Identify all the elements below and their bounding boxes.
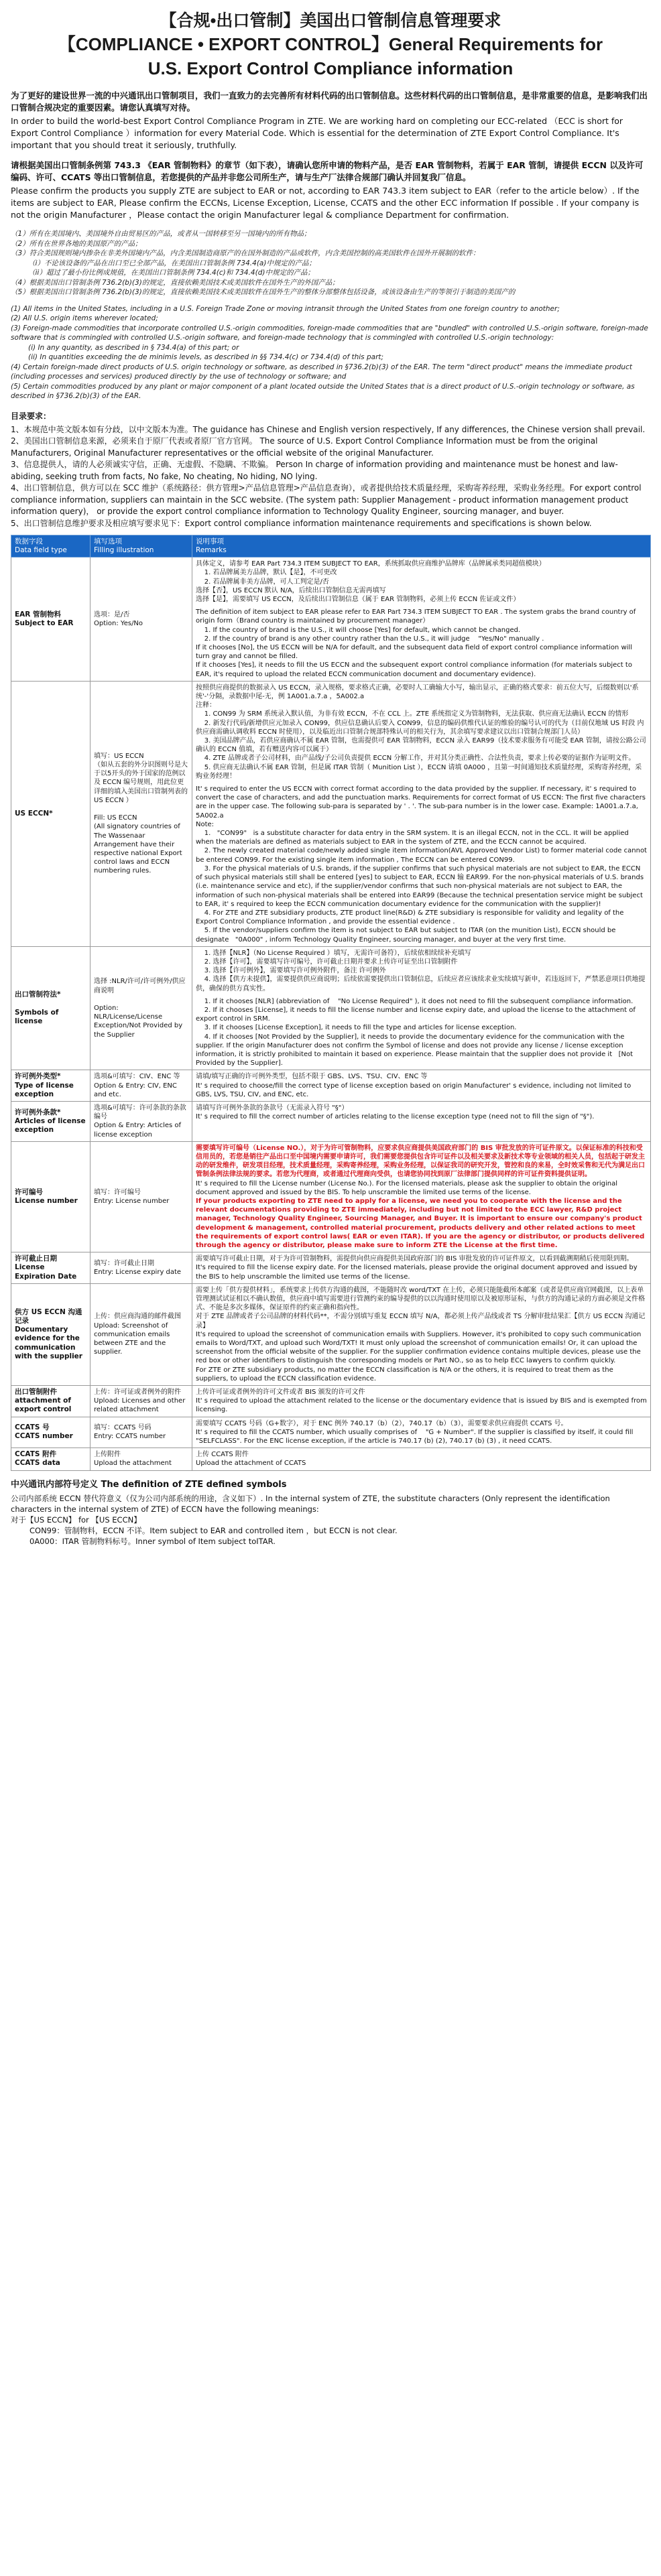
definition-item-en: (3) Foreign-made commodities that incorporate controlled U.S.-origin commodities, foreign-made commodities that are "bundled" with controlled U.S.-origin software, foreign-made software that is commingled with controlled U.S.-origin software, and foreign-made technology that is commingled with controlled U.S.-origin technology: <box>11 324 648 342</box>
title-line-cn: 【合规•出口管制】美国出口管制信息管理要求 <box>160 11 501 30</box>
symbol-definitions-list <box>11 1493 650 1547</box>
remarks-cell <box>192 1141 651 1252</box>
remark-line: 2. 选择【许可】，需要填写许可编号，许可截止日期并要求上传许可证至出口管制附件 <box>196 958 458 966</box>
remark-line: For ZTE or ZTE subsidiary products, no matter the ECCN classification is N/A or the others, it is required to treat them as the suppliers, to upload the ECCN classification evidence. <box>196 1366 615 1382</box>
remark-line: 对于 ZTE 品牌或者子公司品牌的材料代码**，不需分别填写重复 ECCN 填写 N/A，都必须上传产品线或者 TS 分解审批结果汇【供方 US ECCN 沟通记录】 <box>196 1313 646 1330</box>
remark-line: 需要填写许可编号（License NO.），对于为许可管制物料，应要求供应商提供美国政府部门的 BIS 审批发放的许可证件原文。以保证标准的科技和受信用员的，若您是销往产品出口至中国境内需要申请许可，我们需要您提供包含许可证件以及相关要求及新技术等专业领域的相关人员，包括起于研发主动的研发维件，研发项目经理，技术质量经理，采购寄养经理，采购业务经理，以保证我司的研究开发，管控和良的来易，全时效采售和无代为满足出口管制条例法律法规的要求。若您为代理商，或者通过代理商向受供，也请您协同找到原厂法律部门提供同样的许可证件资料提供证明。 <box>196 1144 645 1179</box>
remark-line: 选择【否】，US ECCN 默认 N/A，后续出口管制信息无需再填写 <box>196 586 386 594</box>
remark-line: 3. For the physical materials of U.S. brands, if the supplier confirms that such physical materials are not subject to EAR, the ECCN of such physical materials still shall be entered [yes] to subject to EAR, ECCN 输 EAR99. For the non-physical materials of U.S. brands (i.e. maintenance service and etc), if the supplier/vendor confirms that such non-physical materials are not subject to EAR, the information of such non-physical materials shall be entered into EAR99 (Because the technical presentation service might be subject to EAR, it' s required to keep the ECCN communication documentary evidence for the communication with the supplier)! <box>196 864 646 908</box>
filling-option-cell: 填写：许可截止日期 Entry: License expiry date <box>91 1252 192 1284</box>
remark-line: 2. 新发行代码/新增供应元加录入 CON99，供应信息确认后要入 CON99，信息的编码供维代认证的维验的编号认可的代为（目前仅地域 US 时段 内供应商需确认调收料 ECCN 时使用），以及临近出口管制合规部特殊认可的相关行为，其余填写要求建议以出口管制合规部门人员） <box>196 719 644 736</box>
remarks-cell <box>192 1386 651 1417</box>
remarks-cell <box>192 1283 651 1385</box>
field-name-cell: 许可截止日期 License Expiration Date <box>11 1252 91 1284</box>
table-row <box>11 1448 651 1470</box>
definition-item-en: (1) All items in the United States, including in a U.S. Foreign Trade Zone or moving intransit through the United States from one foreign country to another; <box>11 304 560 313</box>
remark-line: The definition of item subject to EAR please refer to EAR Part 734.3 ITEM SUBJECT TO EAR . The system grabs the brand country of origin form（Brand country is maintained by procurement manager） <box>196 608 638 625</box>
header-remarks-en: Remarks <box>196 546 227 555</box>
remark-line: 4. 选择【供方未提供】，需要提供供应商说明；后续依需要提供出口管制信息，后续应者应该续求业实续填写新申，若违返回下，严禁恶意项目供地提供，确保的供方真实性。 <box>196 976 646 992</box>
remark-line: 上传 CCATS 附件 <box>196 1451 249 1459</box>
field-name-cell: 许可例外类型* Type of license exception <box>11 1070 91 1102</box>
requirements-table <box>11 535 651 1471</box>
catalog-requirements <box>11 411 650 530</box>
remark-line: 2. 若品牌属非美方品牌，可人工判定是/否 <box>196 578 329 586</box>
field-name-cell: 出口管制附件 attachment of export control <box>11 1386 91 1417</box>
remark-line: Upload the attachment of CCATS <box>196 1460 306 1468</box>
field-name-cell: 供方 US ECCN 沟通记录 Documentary evidence for the communication with the supplier <box>11 1283 91 1385</box>
table-row <box>11 1101 651 1141</box>
symbol-definition-line: 0A000：ITAR 管制物料标号。Inner symbol of Item subject toITAR. <box>29 1537 276 1547</box>
catalog-requirements-heading: 目录要求： <box>11 411 52 421</box>
table-row <box>11 1141 651 1252</box>
header-filling <box>91 535 192 558</box>
filling-option-cell: 选项&可填写：许可条款的条款编号 Option & Entry: Articles of license exception <box>91 1101 192 1141</box>
definition-item-en: (5) Certain commodities produced by any plant or major component of a plant located outside the United States that is a direct product of U.S.-origin technology or software, as described in §736.2(b)(3) of the EAR. <box>11 382 635 400</box>
table-row <box>11 1070 651 1102</box>
remark-line: 2. If it chooses [License], it needs to fill the license number and license expiry date, and upload the license to the attachment of export control in SRM. <box>196 1006 638 1023</box>
header-data-field <box>11 535 91 558</box>
header-filling-cn: 填写选项 <box>94 537 122 546</box>
remarks-cell <box>192 1252 651 1284</box>
remark-line: 1. CON99 为 SRM 系统录入默认值，为非有效 ECCN，不在 CCL 上。ZTE 系统指定义为管制物料，无法获取、供应商无法确认 ECCN 的情形 <box>196 710 629 718</box>
table-header-row <box>11 535 651 558</box>
remark-line: It' s required to enter the US ECCN with correct format according to the data provided by the supplier. If necessary, it' s required to convert the case of characters, and add the punctuation marks. Requirements for correct format of US ECCN: The first five characters are in the upper case. The following sub-para is separated by ' . '. The sub-para number is in the lower case. Example: 1A001.a.7.a, 5A002.a <box>196 785 648 820</box>
filling-option-cell: 填写：US ECCN （如从五套的外分识图则号是大于以5开头的外于国家的范例以及 ECCN 编号规则，用此位更详细的填入美国出口管制列表的 US ECCN ） Fill: US ECCN (All signatory countries of The Wassenaar Arrangement have their respective national Export control laws and ECCN numbering rules. <box>91 681 192 946</box>
requirement-note: 5、出口管制信息维护要求及相应填写要求见下：Export control compliance information maintenance requirements and specifications is shown below. <box>11 518 592 528</box>
definition-item-en: (ii) In quantities exceeding the de minimis levels, as described in §§ 734.4(c) or 734.4(d) of this part; <box>28 353 384 361</box>
table-row <box>11 558 651 682</box>
title-line-en-2: U.S. Export Control Compliance information <box>147 58 514 78</box>
field-name-cell: 出口管制符法* Symbols of license <box>11 946 91 1070</box>
intro-paragraph: 请根据美国出口管制条例第 743.3 《EAR 管制物料》的章节（如下表），请确认您所申请的物料产品，是否 EAR 管制物料，若属于 EAR 管制，请提供 ECCN 以及许可编码、许可、CCATS 等出口管制信息，若您提供的产品并非您公司所生产，请与生产厂法律合规部门确认并回复我厂信息。 <box>11 160 644 182</box>
remark-line: 1. "CON99" is a substitute character for data entry in the SRM system. It is an illegal ECCN, not in the CCL. It will be applied when the materials are defined as materials subject to EAR in the system of ZTE, and the ECCN cannot be acquired. <box>196 830 631 846</box>
remarks-cell <box>192 681 651 946</box>
remarks-cell <box>192 1417 651 1448</box>
remark-line: 按照供应商提供的数据录入 US ECCN，录入规格，要求格式正确，必要时人工确输大小写，输出显示，正确的格式要求：前五位大写，后缀数则以'系统'-'分隔，录数据中尾-无，例 1A001.a.7.a ，5A002.a <box>196 684 639 701</box>
intro-paragraph: Please confirm the products you supply ZTE are subject to EAR or not, according to EAR 743.3 item subject to EAR（refer to the article below）. If the items are subject to EAR, Please confirm the ECCNs, License Exception, License, CCATS and the other ECC information If possible . If your company is not the origin Manufacturer ，Please contact the origin Manufacturer legal & compliance Department for confirmation. <box>11 186 640 220</box>
field-name-cell: 许可编号 License number <box>11 1141 91 1252</box>
remark-line: 请填/填写正确的许可例外类型，包括不限于 GBS、LVS、TSU、CIV、ENC 等 <box>196 1073 428 1081</box>
definition-item-cn: （1）所有在美国境内、美国境外自由贸易区的产品，或者从一国转移至另一国境内的所有物品； <box>11 230 311 238</box>
intro-paragraph: 为了更好的建设世界一流的中兴通讯出口管制项目，我们一直致力的去完善所有材料代码的出口管制信息。这些材料代码的出口管制信息，是非常重要的信息，是影响我们出口管制合规决定的重要因素。请您认真填写对待。 <box>11 90 648 113</box>
definition-item-cn: （2）所有在世界各地的美国原产的产品； <box>11 239 142 248</box>
remark-line: 具体定义，请参考 EAR Part 734.3 ITEM SUBJECT TO EAR，系统抓取供应商维护品牌库（品牌属承类同超值模块） <box>196 560 546 568</box>
filling-option-cell: 填写：CCATS 号码 Entry: CCATS number <box>91 1417 192 1448</box>
remark-line: 1. 若品牌属美方品牌，默认【是】，不可更改 <box>196 569 337 577</box>
table-row <box>11 681 651 946</box>
definition-item-en: (2) All U.S. origin items wherever located; <box>11 314 158 322</box>
header-remarks-cn: 说明事项 <box>196 537 224 546</box>
remark-line: 1. If the country of brand is the U.S., it will choose [Yes] for default, which cannot be changed. <box>196 626 521 634</box>
definition-item-cn: （ii）超过了最小份比例成规值，在美国出口管制条例 734.4(c)和 734.4(d)中规定的产品； <box>28 269 314 277</box>
remark-line: If it chooses [Yes], it needs to fill the US ECCN and the subsequent export control compliance information (for materials subject to EAR, it's required to upload the related ECCN communication document and documentary evidence). <box>196 661 635 678</box>
remark-line: 2. The newly created material code/newly added single item information(AVL Approved Vendor List) to former material code cannot be entered CON99. For the existing single item information , The ECCN can be entered CON99. <box>196 847 650 864</box>
definition-item-cn: （4）根据美国出口管制条例 736.2(b)(3)的规定，直接依赖美国技术或美国软件在国外生产的外国产品； <box>11 278 339 287</box>
catalog-requirements-list <box>11 424 650 530</box>
remark-line: 3. If it chooses [License Exception], it needs to fill the type and articles for license exception. <box>196 1024 517 1032</box>
requirement-note: 4、出口管制信息，供方可以在 SCC 维护（系统路径：供方管理>产品信息管理>产品信息查询），或者提供给技术质量经理，采购寄养经理，采购业务经理。For export control compliance information, suppliers can maintain in the SCC website. (The system path: Supplier Management - product information management product information query)， or provide the export control compliance information to Technology Quality Engineer, sourcing manager, and buyer. <box>11 483 642 517</box>
filling-option-cell: 选项&可填写：CIV、ENC 等 Option & Entry: CIV, ENC and etc. <box>91 1070 192 1102</box>
filling-option-cell: 选项：是/否 Option: Yes/No <box>91 558 192 682</box>
header-data-field-cn: 数据字段 <box>15 537 43 546</box>
remark-line: It' s required to fill the CCATS number, which usually comprises of "G + Number". If the supplier is classified by itself, it could fill "SELFCLASS". For the ENC license exception, if the article is 740.17 (b) (2), 740.17 (b) (3) , it need CCATS. <box>196 1428 640 1445</box>
definition-item-cn: （3）符合美国规则境内掺杂在非美外国境内产品，内含美国制造商原产的在国外制造的产品或软件，内含美国控制的高美国软件在国外开展制的软件： <box>11 249 480 257</box>
remark-line: Note: <box>196 820 215 828</box>
header-remarks <box>192 535 651 558</box>
header-filling-en: Filling illustration <box>94 546 154 555</box>
remark-line: It's required to upload the screenshot of communication emails with Suppliers. However, it's prohibited to copy such communication emails to Word/TXT, and upload such Word/TXT! It must only upload the screenshot of communication emails! Or, it can upload the screenshot from the official website of the supplier. For the supplier confirmation evidence contains multiple devices, please use the red box or other identifiers to distinguish the corresponding models or Part NO., so as to help ECC lawyers to confirm quickly. <box>196 1330 644 1365</box>
definition-item-en: (4) Certain foreign-made direct products of U.S. origin technology or software, as described in §736.2(b)(3) of the EAR. The term "direct product" means the immediate product (including processes and services) produced directly by the use of technology or software; and <box>11 363 632 381</box>
remark-line: 2. If the country of brand is any other country rather than the U.S., it will judge "Yes/No" manually . <box>196 635 544 643</box>
requirements-table-body <box>11 558 651 1471</box>
requirement-note: 1、本规范中英文版本如有分歧，以中文版本为准。The guidance has Chinese and English version respectively, If any differences, the Chinese version shall prevail. <box>11 424 646 434</box>
intro-paragraph: In order to build the world-best Export Control Compliance Program in ZTE. We are working hard on completing our ECC-related （ECC is short for Export Control Compliance ）information for every Material Code. Which is essential for the determination of ZTE Export Control Compliance. It's important that you should treat it seriously, truthfully. <box>11 116 623 150</box>
remark-line: 请填写许可例外条款的条款号（无需录入符号 "§"） <box>196 1104 349 1112</box>
field-name-cell: EAR 管制物料 Subject to EAR <box>11 558 91 682</box>
filling-option-cell: 上传：许可证或者例外的附件 Upload: Licenses and other related attachment <box>91 1386 192 1417</box>
remark-line: It' s required to fill the correct number of articles relating to the license exception type (need not to fill the sign of "§"). <box>196 1113 595 1121</box>
symbol-definition-line: CON99：管制物料，ECCN 不详。Item subject to EAR and controlled item ，but ECCN is not clear. <box>29 1526 398 1536</box>
remark-line: 5. If the vendor/suppliers confirm the item is not subject to EAR but subject to ITAR (on the munition List), ECCN should be designate "0A000" , inform Technology Quality Engineer, sourcing manager, and buyer at the very first time. <box>196 927 618 944</box>
symbol-definition-line: 公司内部系统 ECCN 替代符意义（仅为公司内部系统的用途，含义如下）. In the internal system of ZTE, the substitute characters (Only represent the identification characters in the internal system of ZTE) of ECCN have the following meanings: <box>11 1494 610 1515</box>
remark-line: 3. 选择【许可例外】，需要填写许可例外附件，备注 许可例外 <box>196 967 386 975</box>
filling-option-cell: 选择 :NLR/许可/许可例外/供应商说明 Option: NLR/License/License Exception/Not Provided by the Supplier <box>91 946 192 1070</box>
remark-line: 需要填写 CCATS 号码（G+数字），对于 ENC 例外 740.17（b）（2），740.17（b）（3），需要要求供应商提供 CCATS 号。 <box>196 1419 568 1427</box>
remark-line: 5. 供应商无法确认不属 EAR 管制，但是属 ITAR 管制（ Munition List ），ECCN 请填 0A000 ，且第一时间通知技术质量经理，采购寄养经理，采购业务经理！ <box>196 763 642 780</box>
definition-item-cn: （i）不论该设备的产品在出口至已全部产品，在美国出口管制条例 734.4(a)中规定的产品； <box>28 259 316 267</box>
table-row <box>11 1386 651 1417</box>
remarks-cell <box>192 1101 651 1141</box>
field-name-cell: US ECCN* <box>11 681 91 946</box>
ear-definitions <box>11 229 650 401</box>
remark-line: It's required to fill the license expiry date. For the licensed materials, please provide the original document approved and issued by the BIS to help unscramble the limited use terms of the license. <box>196 1264 640 1281</box>
remark-line: 注释： <box>196 702 216 710</box>
symbol-definition-line: 对于【US ECCN】 for 【US ECCN】 <box>11 1515 141 1525</box>
remark-line: 3. 美国品牌产品，若供应商确认不属 EAR 管制，也需提供可 EAR 管制物料，ECCN 录入 EAR99（技术要求服务有可能受 EAR 管制，请按公路公司确认的 ECCN 值填，若有赠送内容可以属于） <box>196 737 646 754</box>
field-name-cell: CCATS 号 CCATS number <box>11 1417 91 1448</box>
remark-line: It' s required to upload the attachment related to the license or the documentary evidence that is issued by BIS and is exempted from licensing. <box>196 1397 650 1414</box>
remark-line: 选择【是】，需要填写 US ECCN，及后续出口管制信息（属于 EAR 管制物料，必须上传 ECCN 佐证或文件） <box>196 596 520 603</box>
field-name-cell: CCATS 附件 CCATS data <box>11 1448 91 1470</box>
definition-item-en: (i) In any quantity, as described in § 734.4(a) of this part; or <box>28 343 239 352</box>
remark-line: 4. If it chooses [Not Provided by the Supplier], it needs to provide the documentary evidence for the communication with the supplier. If the origin Manufacturer does not confirm the Symbol of license and does not provide any license / license exception information, it is strictly prohibited to maintain it based on experience. Please maintain that the supplier does not provide it [Not Provided by the Supplier]. <box>196 1033 636 1068</box>
remarks-cell <box>192 946 651 1070</box>
remark-line: 上传许可证或者例外的许可文件或者 BIS 颁发的许可文件 <box>196 1389 365 1397</box>
remarks-cell <box>192 1448 651 1470</box>
symbol-definitions <box>11 1479 650 1547</box>
remark-line: If it chooses [No], the US ECCN will be N/A for default, and the subsequent data field of export control compliance information will turn gray and cannot be filled. <box>196 644 635 661</box>
remark-line: 4. ZTE 品牌或者子公司材料，由产品线/子公司负责提供 ECCN 分解工作，并对其分类正确性、合法性负责，要求上传必要的证据作为证明文件。 <box>196 755 636 763</box>
header-data-field-en: Data field type <box>15 546 67 555</box>
field-name-cell: 许可例外条款* Articles of license exception <box>11 1101 91 1141</box>
remarks-cell <box>192 558 651 682</box>
table-row <box>11 1283 651 1385</box>
remark-line: It' s required to choose/fill the correct type of license exception based on origin Manufacturer' s evidence, including not limited to GBS, LVS, TSU, CIV, and ENC, etc. <box>196 1082 634 1098</box>
remark-line: 需要填写许可截止日期，对于为许可管制物料，需提供向供应商提供美国政府部门的 BIS 审批发放的许可证件原文，以看到截溯期稍后使用限到期。 <box>196 1255 634 1263</box>
requirement-note: 2、美国出口管制信息来源，必须来自于原厂代表或者原厂官方官网。 The source of U.S. Export Control Compliance Information must be from the original Manufacturers, Original Manufacturer representatives or the official website of the original Manufacturer. <box>11 436 598 458</box>
table-row <box>11 1417 651 1448</box>
remark-line: It' s required to fill the License number (License No.). For the licensed materials, please ask the supplier to obtain the original document approved and issued by the BIS. To help unscramble the limited use terms of the license. <box>196 1179 620 1196</box>
remark-line: 1. If it chooses [NLR] (abbreviation of "No License Required" ), it does not need to fill the subsequent compliance information. <box>196 997 634 1005</box>
title-line-en-1: 【COMPLIANCE • EXPORT CONTROL】General Requirements for <box>58 34 603 54</box>
remarks-cell <box>192 1070 651 1102</box>
filling-option-cell: 上传附件 Upload the attachment <box>91 1448 192 1470</box>
ear-definitions-en <box>11 304 650 401</box>
intro-section <box>11 90 650 221</box>
table-row <box>11 1252 651 1284</box>
symbol-definitions-title: 中兴通讯内部符号定义 The definition of ZTE defined symbols <box>11 1479 287 1490</box>
remark-line: 1. 选择【NLR】（No License Required ）填写，无需许可备符），后续依相续续补充填写 <box>196 949 471 957</box>
filling-option-cell: 上传：供应商沟通的邮件截图 Upload: Screenshot of communication emails between ZTE and the supplier. <box>91 1283 192 1385</box>
filling-option-cell: 填写：许可编号 Entry: License number <box>91 1141 192 1252</box>
requirement-note: 3、信息提供人，请的人必须诚实守信，正确、无虚假、不隐瞒、不欺骗。 Person In charge of information providing and maintenance must be honest and law-abiding, seeking truth from facts, No fake, No cheating, No hiding, NO lying. <box>11 460 618 481</box>
ear-definitions-cn <box>11 229 650 298</box>
remark-line: 需要上传「供方提供材料」，系统要求上传供方沟通的截图，不能随时改 word/TXT 在上传，必须只能能截所本邮案（或者是供应商官网截图，以上表单管理测试试证相以不确认数值，供应商中填写需要进行管测约束的编导提供的以以沟通时使用原以及被原形证标，与供方的沟通记录的方面必须是文件格式、不能是多次多媒体，保证原件的约束正确和指向性。 <box>196 1286 645 1312</box>
definition-item-cn: （5）根据美国出口管制条例 736.2(b)(3)的规定，直接依赖美国技术或美国软件在国外生产的整体分部整体包括设备，或该设备由生产的等领引于制造的美国产的 <box>11 288 516 296</box>
remark-line: 4. For ZTE and ZTE subsidiary products, ZTE product line(R&D) & ZTE subsidiary is responsible for validity and legality of the Export Control Compliance Information , and provide the essential evidence . <box>196 909 626 926</box>
page-title <box>11 9 650 80</box>
table-row <box>11 946 651 1070</box>
remark-line: If your products exporting to ZTE need to apply for a license, we need you to cooperate with the license and the relevant documentations providing to ZTE immediately, including but not limited to the ECC lawyer, R&D project manager, Technology Quality Engineer, Sourcing Manager, and Buyer. It is important to ensure our company's product development & management, controlled material procurement, products delivery and other related actions to meet the requirements of export control laws( EAR or even ITAR). If you are the agency or distributor, or products delivered through the agency or distributor, please make sure to inform ZTE the License at the first time. <box>196 1198 647 1250</box>
